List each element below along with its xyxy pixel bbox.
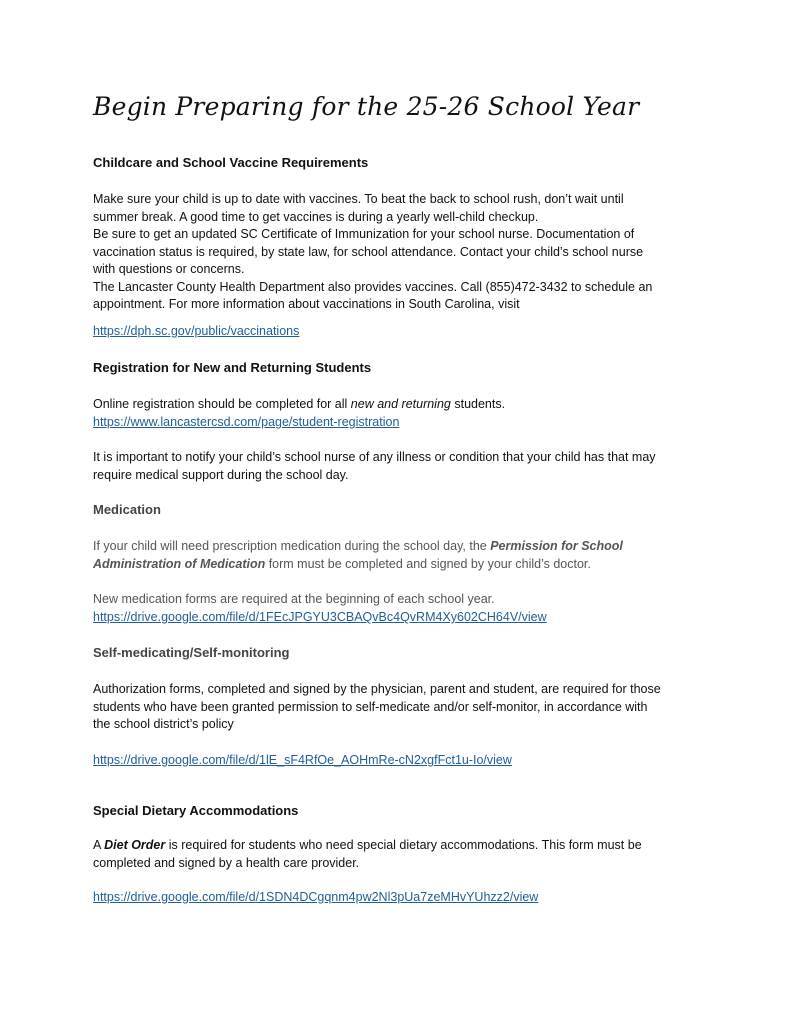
vaccinations-link[interactable]: https://dph.sc.gov/public/vaccinations [93, 324, 300, 338]
dietary-heading: Special Dietary Accommodations [93, 803, 299, 818]
registration-paragraph [93, 396, 703, 414]
registration-link[interactable]: https://www.lancastercsd.com/page/student-registration [93, 415, 400, 429]
dietary-line [93, 837, 703, 855]
dietary-text: A [93, 838, 105, 852]
medication-text: If your child will need prescription medication during the school day, the [93, 539, 491, 553]
dietary-text-end: is required for students who need special dietary accommodations. This form must be [165, 838, 642, 852]
medication-line [93, 556, 703, 574]
self-medicating-paragraph [93, 681, 703, 734]
medication-form-name-cont: Administration of Medication [93, 556, 266, 571]
vaccines-line: Be sure to get an updated SC Certificate of Immunization for your school nurse. Documentation of [93, 227, 635, 241]
vaccines-heading: Childcare and School Vaccine Requirements [93, 155, 369, 170]
notify-paragraph [93, 449, 703, 484]
medication-paragraph [93, 538, 703, 573]
self-medicating-line: the school district’s policy [93, 717, 234, 731]
registration-heading: Registration for New and Returning Students [93, 360, 372, 375]
vaccines-line: Make sure your child is up to date with vaccines. To beat the back to school rush, don’t wait until [93, 192, 624, 206]
diet-order-form-link[interactable]: https://drive.google.com/file/d/1SDN4DCgqnm4pw2Nl3pUa7zeMHvYUhzz2/view [93, 890, 539, 904]
self-medicating-form-link[interactable]: https://drive.google.com/file/d/1lE_sF4RfOe_AOHmRe-cN2xgfFct1u-Io/view [93, 753, 512, 767]
vaccines-paragraph [93, 191, 703, 314]
vaccines-line: vaccination status is required, by state law, for school attendance. Contact your child’s school nurse [93, 244, 644, 259]
vaccines-line: appointment. For more information about vaccinations in South Carolina, visit [93, 297, 520, 311]
medication-text-end: form must be completed and signed by your child’s doctor. [265, 556, 591, 571]
medication-form-name: Permission for School [490, 539, 623, 553]
notify-line: require medical support during the school day. [93, 467, 349, 482]
notify-line: It is important to notify your child’s school nurse of any illness or condition that your child has that may [93, 450, 656, 464]
self-medicating-line: Authorization forms, completed and signed by the physician, parent and student, are required for those [93, 682, 661, 696]
medication-line [93, 538, 703, 556]
medication-form-link[interactable]: https://drive.google.com/file/d/1FEcJPGYU3CBAQvBc4QvRM4Xy602CH64V/view [93, 610, 547, 624]
self-medicating-heading: Self-medicating/Self-monitoring [93, 645, 290, 660]
dietary-line: completed and signed by a health care provider. [93, 855, 360, 870]
vaccines-line: The Lancaster County Health Department also provides vaccines. Call (855)472-3432 to schedule an [93, 279, 653, 294]
registration-emphasis: new and returning [350, 397, 451, 411]
registration-text-end: students. [450, 397, 506, 411]
registration-text: Online registration should be completed for all [93, 397, 351, 411]
self-medicating-line: students who have been granted permission to self-medicate and/or self-monitor, in accordance with [93, 699, 648, 714]
registration-line [93, 396, 703, 414]
page-title: Begin Preparing for the 25-26 School Year [93, 92, 640, 121]
vaccines-line: summer break. A good time to get vaccines is during a yearly well-child checkup. [93, 209, 539, 224]
dietary-paragraph [93, 837, 703, 872]
diet-order-term: Diet Order [104, 838, 166, 852]
medication-heading: Medication [93, 502, 161, 517]
medication-new-forms: New medication forms are required at the beginning of each school year. [93, 592, 495, 606]
vaccines-line: with questions or concerns. [93, 262, 245, 276]
